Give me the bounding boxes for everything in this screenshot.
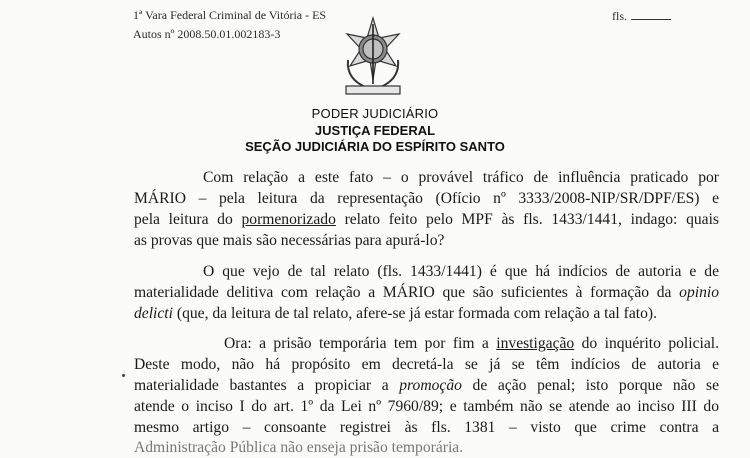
brazil-coat-of-arms-icon bbox=[338, 16, 408, 102]
agency-line-1: PODER JUDICIÁRIO bbox=[311, 106, 439, 121]
p1-line-2: MÁRIO – pela leitura da representação (Ofício nº 3333/2008-NIP/SR/DPF/ES) e bbox=[134, 190, 719, 207]
p2-line-2 bbox=[134, 283, 719, 303]
page-label: fls. bbox=[612, 9, 627, 23]
case-number: Autos nº 2008.50.01.002183-3 bbox=[133, 27, 281, 41]
p3-line-1-text-b: do inquérito policial. bbox=[574, 335, 719, 352]
p3-line-3-text-a: materialidade bastantes a propiciar a bbox=[134, 377, 400, 394]
agency-line-2: JUSTIÇA FEDERAL bbox=[314, 123, 436, 138]
p1-line-4: as provas que mais são necessárias para apurá-lo? bbox=[134, 232, 445, 249]
p2-line-1: O que vejo de tal relato (fls. 1433/1441) é que há indícios de autoria e de bbox=[203, 263, 719, 280]
p1-line-3-text-b: relato feito pelo MPF às fls. 1433/1441, indago: quais bbox=[335, 211, 719, 228]
p3-line-3 bbox=[134, 376, 719, 396]
p2-line-2-text: materialidade delitiva com relação a MÁRIO que são suficientes à formação da bbox=[134, 284, 680, 301]
p2-line-3-text: (que, da leitura de tal relato, afere-se já estar formada com relação a tal fato). bbox=[172, 305, 657, 322]
page-number-blank bbox=[631, 8, 671, 20]
p3-line-1-text-a: Ora: a prisão temporária tem por fim a bbox=[224, 335, 497, 352]
page-number-field bbox=[612, 8, 671, 24]
scan-speck bbox=[122, 374, 125, 377]
p2-italic-delicti: delicti bbox=[134, 305, 173, 322]
agency-line-3: SEÇÃO JUDICIÁRIA DO ESPÍRITO SANTO bbox=[245, 139, 505, 154]
p3-line-2: Deste modo, não há propósito em decretá-la se já se têm indícios de autoria e bbox=[134, 356, 719, 373]
p3-line-3-text-b: de ação penal; isto porque não se bbox=[461, 377, 719, 394]
p3-underlined-word: investigação bbox=[496, 335, 575, 352]
p1-line-3 bbox=[134, 210, 719, 230]
court-name: 1ª Vara Federal Criminal de Vitória - ES bbox=[133, 8, 327, 22]
p1-underlined-word: pormenorizado bbox=[241, 211, 336, 228]
p2-line-3 bbox=[134, 304, 719, 324]
p3-italic-promocao: promoção bbox=[399, 377, 462, 394]
p1-line-1: Com relação a este fato – o provável tráfico de influência praticado por bbox=[203, 169, 719, 186]
p3-line-6: Administração Pública não enseja prisão temporária. bbox=[134, 439, 464, 456]
p2-italic-opinio: opinio bbox=[679, 284, 719, 301]
p1-line-3-text-a: pela leitura do bbox=[134, 211, 242, 228]
p3-line-1 bbox=[224, 334, 719, 354]
p3-line-4: atende o inciso I do art. 1º da Lei nº 7960/89; e também não se atende ao inciso III do bbox=[134, 398, 719, 415]
p3-line-5: mesmo artigo – consoante registrei às fls. 1381 – visto que crime contra a bbox=[134, 419, 719, 436]
